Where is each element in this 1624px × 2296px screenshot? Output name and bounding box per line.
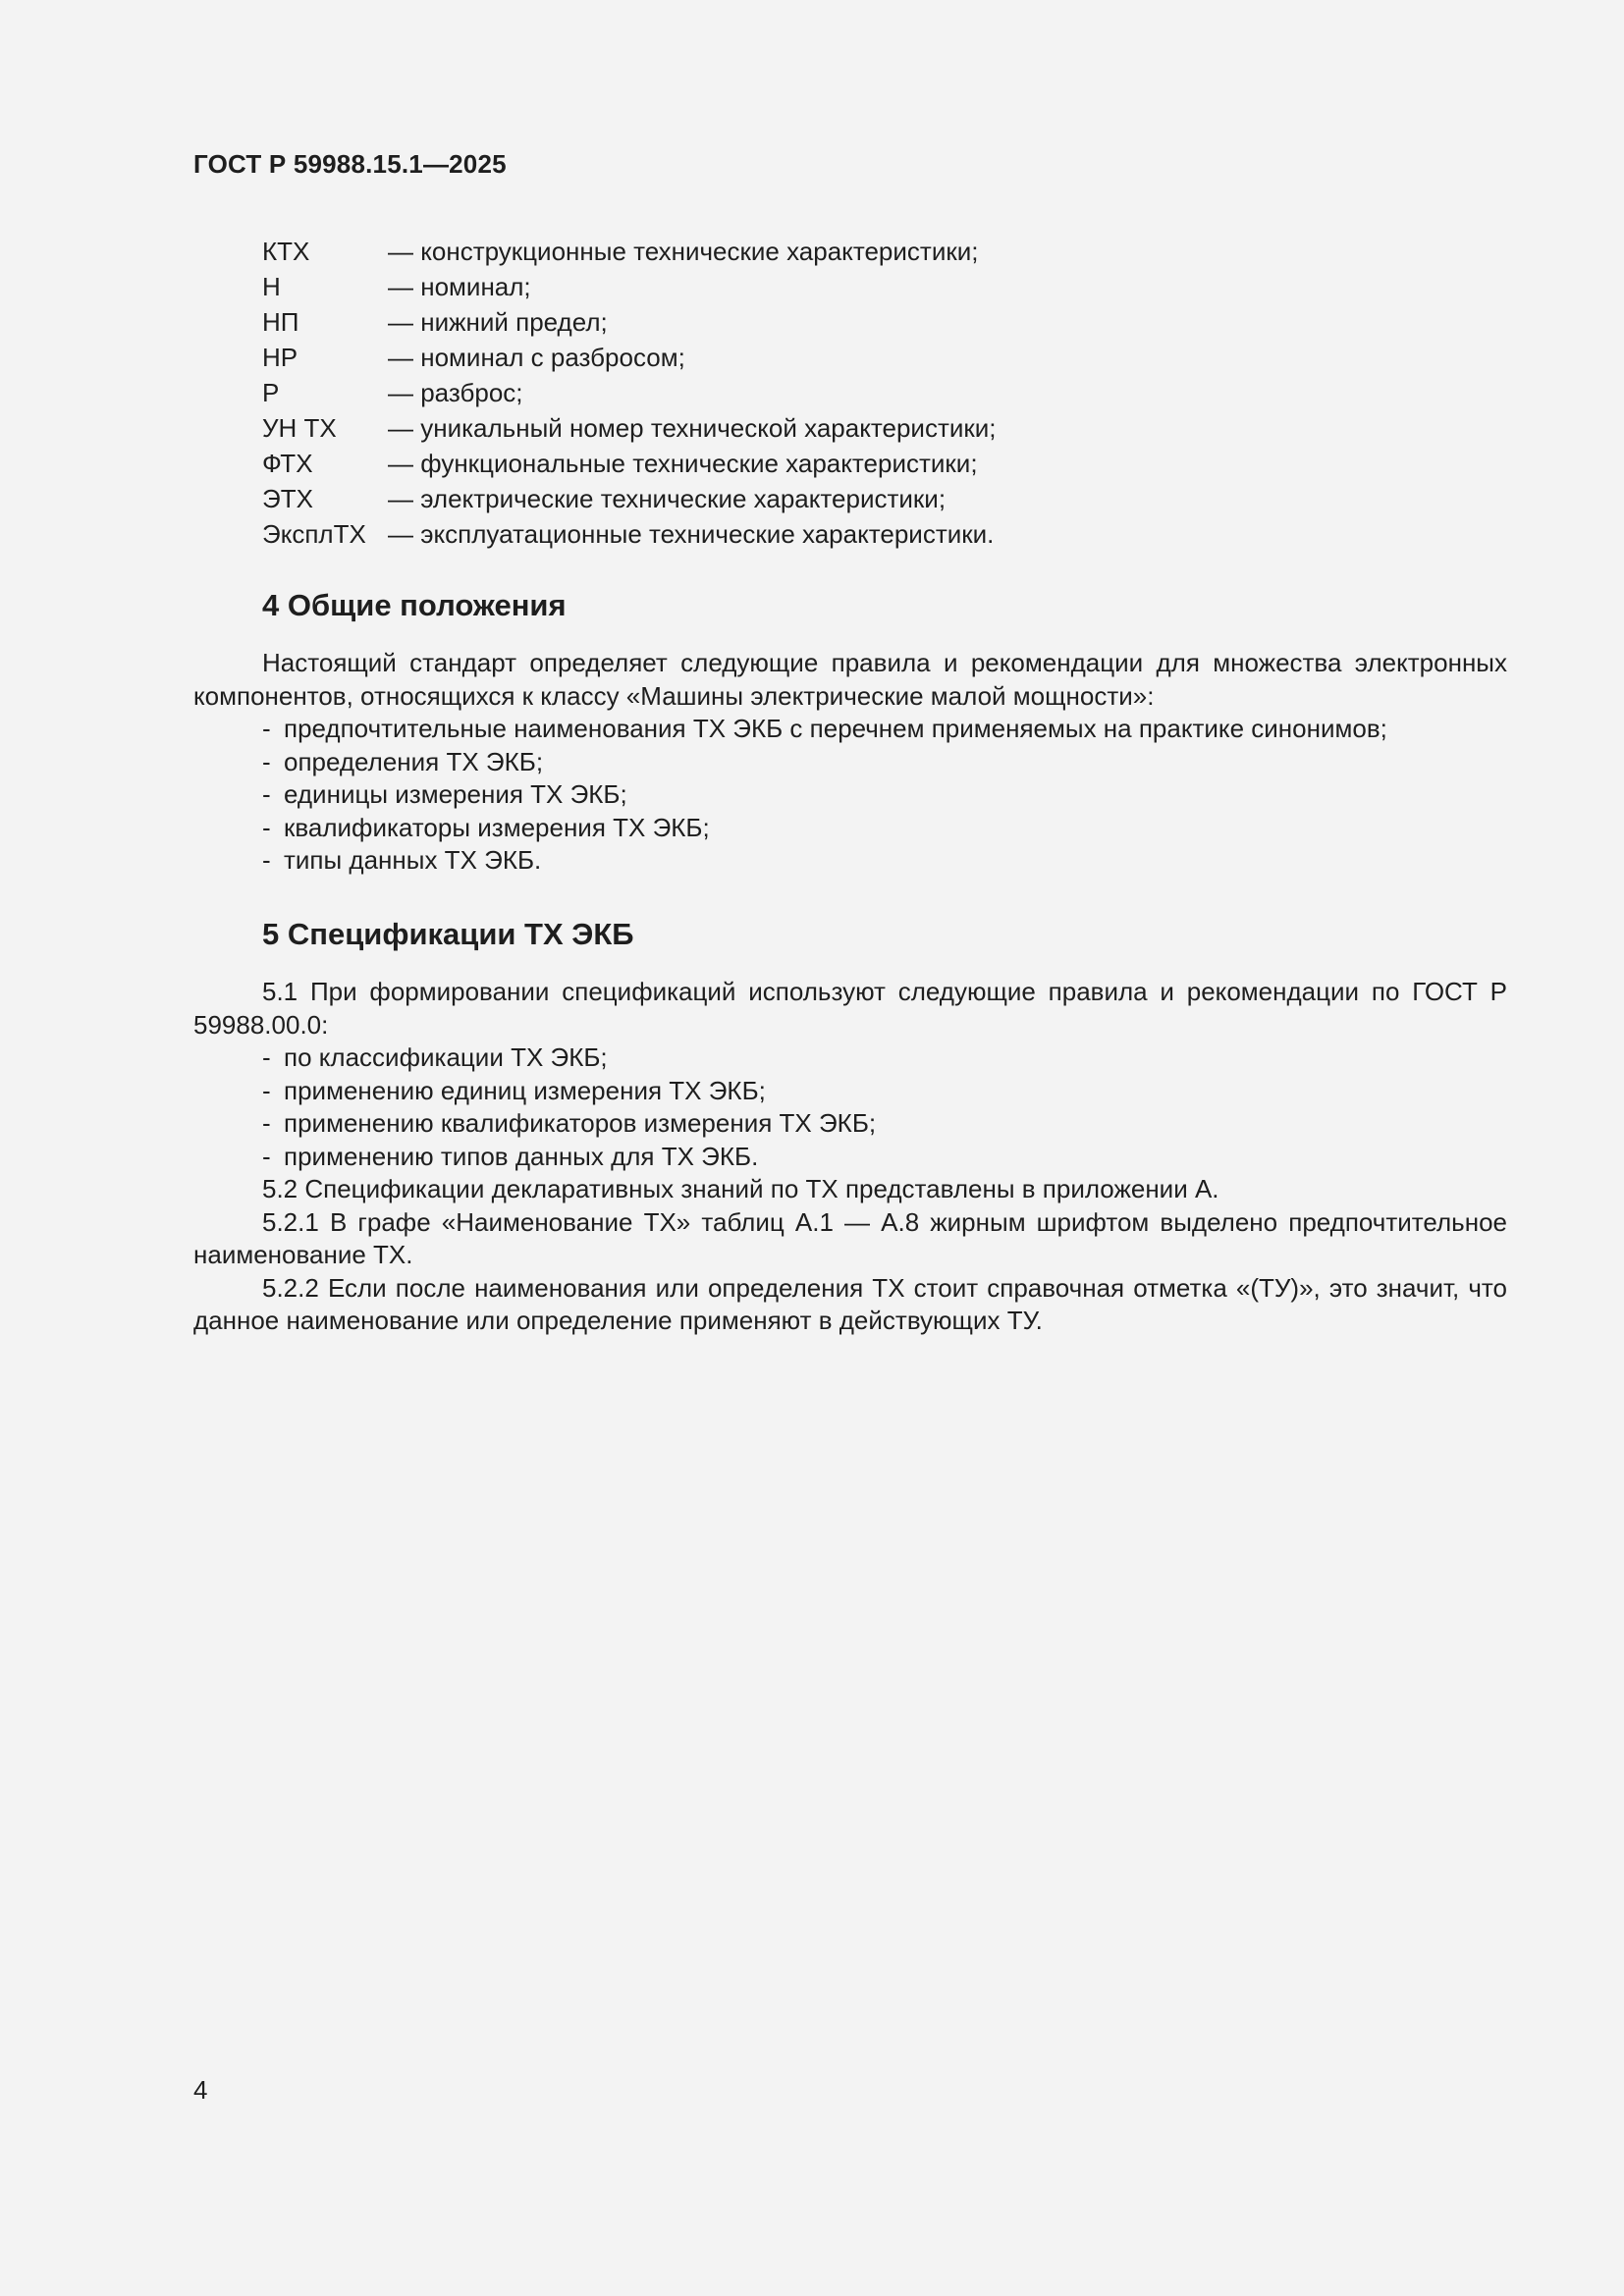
abbreviation-row <box>262 269 997 304</box>
list-item <box>193 844 1507 878</box>
bullet-mark: - <box>262 812 271 842</box>
list-item-text: предпочтительные наименования ТХ ЭКБ с перечнем применяемых на практике синонимов; <box>284 714 1387 743</box>
abbreviation-term: ЭТХ <box>262 484 313 513</box>
abbreviation-definition: — уникальный номер технической характеристики; <box>388 413 997 443</box>
abbreviation-definition: — электрические технические характеристики; <box>388 484 947 513</box>
list-item <box>193 746 1507 779</box>
abbreviation-term: НР <box>262 343 298 372</box>
abbreviation-term: КТХ <box>262 237 310 266</box>
list-item-text: применению квалификаторов измерения ТХ ЭКБ; <box>284 1108 877 1138</box>
bullet-mark: - <box>262 845 271 875</box>
abbreviation-definition: — конструкционные технические характеристики; <box>388 237 979 266</box>
bullet-mark: - <box>262 1108 271 1138</box>
list-item-text: единицы измерения ТХ ЭКБ; <box>284 779 627 809</box>
abbreviation-row <box>262 304 997 340</box>
abbreviation-definition: — эксплуатационные технические характеристики. <box>388 519 995 549</box>
paragraph-5-1: 5.1 При формировании спецификаций используют следующие правила и рекомендации по ГОСТ Р 59988.00.0: <box>193 977 1507 1040</box>
page-number: 4 <box>193 2075 208 2105</box>
list-item <box>193 778 1507 812</box>
list-item <box>193 812 1507 845</box>
abbreviation-term: НП <box>262 307 299 337</box>
abbreviation-definition: — номинал; <box>388 272 531 301</box>
abbreviations-list <box>262 234 997 552</box>
abbreviation-row <box>262 234 997 269</box>
abbreviation-row <box>262 375 997 410</box>
list-item-text: квалификаторы измерения ТХ ЭКБ; <box>284 812 710 842</box>
abbreviation-term: Р <box>262 378 280 407</box>
section-general-provisions <box>193 586 1507 878</box>
list-item-text: применению единиц измерения ТХ ЭКБ; <box>284 1075 766 1105</box>
bullet-mark: - <box>262 1075 271 1105</box>
paragraph-5-2-1: 5.2.1 В графе «Наименование ТХ» таблиц А.1 — А.8 жирным шрифтом выделено предпочтительное наименование ТХ. <box>193 1206 1507 1269</box>
bullet-mark: - <box>262 1042 271 1072</box>
section-4-heading: 4 Общие положения <box>262 588 567 622</box>
list-item <box>193 1141 1507 1174</box>
bullet-mark: - <box>262 746 271 776</box>
bullet-mark: - <box>262 714 271 743</box>
abbreviation-term: УН ТХ <box>262 413 337 443</box>
abbreviation-term: Н <box>262 272 281 301</box>
abbreviation-term: ФТХ <box>262 449 313 478</box>
abbreviation-row <box>262 481 997 516</box>
bullet-mark: - <box>262 779 271 809</box>
abbreviation-row <box>262 410 997 446</box>
list-item <box>193 1075 1507 1108</box>
paragraph-5-2-2: 5.2.2 Если после наименования или определения ТХ стоит справочная отметка «(ТУ)», это значит, что данное наименование или определение применяют в действующих ТУ. <box>193 1272 1507 1335</box>
list-item-text: по классификации ТХ ЭКБ; <box>284 1042 608 1072</box>
abbreviation-definition: — разброс; <box>388 378 523 407</box>
section-5-heading: 5 Спецификации ТХ ЭКБ <box>262 917 634 951</box>
section-specifications <box>193 915 1507 1338</box>
paragraph-5-2: 5.2 Спецификации декларативных знаний по ТХ представлены в приложении А. <box>262 1174 1219 1203</box>
abbreviation-definition: — нижний предел; <box>388 307 608 337</box>
abbreviation-term: ЭксплТХ <box>262 519 366 549</box>
abbreviation-row <box>262 446 997 481</box>
list-item <box>193 1107 1507 1141</box>
section-4-intro-paragraph: Настоящий стандарт определяет следующие правила и рекомендации для множества электронных компонентов, относящихся к классу «Машины электрические малой мощности»: <box>193 648 1507 711</box>
list-item-text: типы данных ТХ ЭКБ. <box>284 845 542 875</box>
abbreviation-definition: — номинал с разбросом; <box>388 343 685 372</box>
document-code-header: ГОСТ Р 59988.15.1—2025 <box>193 149 507 179</box>
abbreviation-row <box>262 516 997 552</box>
list-item-text: применению типов данных для ТХ ЭКБ. <box>284 1141 759 1171</box>
list-item <box>193 1041 1507 1075</box>
bullet-mark: - <box>262 1141 271 1171</box>
list-item-text: определения ТХ ЭКБ; <box>284 746 544 776</box>
abbreviation-definition: — функциональные технические характеристики; <box>388 449 978 478</box>
abbreviation-row <box>262 340 997 375</box>
list-item <box>193 713 1507 746</box>
